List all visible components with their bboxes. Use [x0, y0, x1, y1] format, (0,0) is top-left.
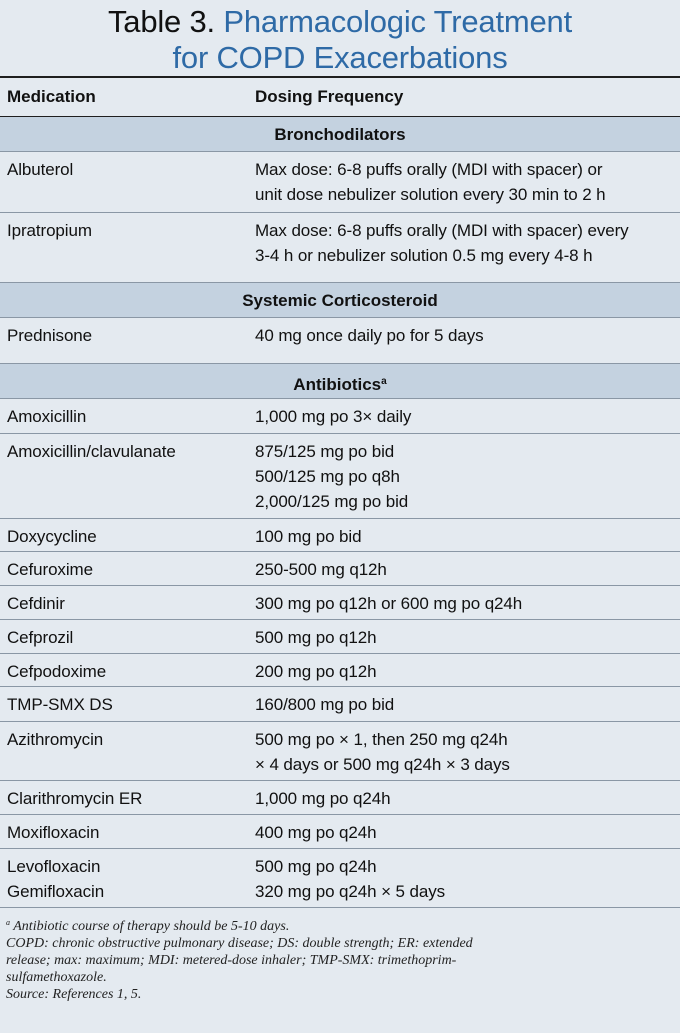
dosing-line: 500 mg po × 1, then 250 mg q24h — [255, 730, 508, 749]
medication-name-line: Gemifloxacin — [7, 882, 105, 901]
abbreviations-line: sulfamethoxazole. — [6, 970, 107, 985]
medication-name: Amoxicillin — [7, 407, 87, 426]
dosing-text — [255, 323, 680, 363]
title-main: Pharmacologic Treatment — [223, 4, 573, 39]
table-row — [0, 620, 680, 654]
table-row — [0, 434, 680, 519]
dosing-line: 500 mg po q24h — [255, 857, 377, 876]
dosing-line: 500/125 mg po q8h — [255, 467, 400, 486]
medication-name: TMP-SMX DS — [7, 695, 113, 714]
dosing-line: Max dose: 6-8 puffs orally (MDI with spacer) every — [255, 221, 629, 240]
table-row — [0, 213, 680, 283]
footnote-marker: a — [381, 376, 387, 387]
medication-name: Doxycycline — [7, 527, 97, 546]
section-antibiotics-label: Antibiotics — [293, 375, 382, 394]
table-row — [0, 152, 680, 213]
dosing-text — [255, 786, 680, 814]
table-row — [0, 815, 680, 849]
section-corticosteroid: Systemic Corticosteroid — [0, 283, 680, 318]
table-row — [0, 586, 680, 620]
header-dosing: Dosing Frequency — [255, 87, 404, 106]
dosing-text — [255, 157, 680, 212]
dosing-line: 1,000 mg po 3× daily — [255, 407, 412, 426]
table-footnotes — [0, 908, 680, 1003]
footnote-a — [6, 914, 674, 935]
medication-name: Albuterol — [7, 160, 74, 179]
dosing-line: 200 mg po q12h — [255, 662, 377, 681]
dosing-line: 320 mg po q24h × 5 days — [255, 882, 446, 901]
table-title — [0, 0, 680, 76]
dosing-line: 875/125 mg po bid — [255, 442, 395, 461]
dosing-text — [255, 439, 680, 518]
medication-name: Cefprozil — [7, 628, 74, 647]
dosing-line: 160/800 mg po bid — [255, 695, 395, 714]
abbreviations-line: release; max: maximum; MDI: metered-dose inhaler; TMP-SMX: trimethoprim- — [6, 953, 457, 968]
medication-name: Clarithromycin ER — [7, 789, 143, 808]
dosing-text — [255, 692, 680, 721]
medication-name: Cefuroxime — [7, 560, 93, 579]
dosing-text — [255, 727, 680, 780]
source-note: Source: References 1, 5. — [6, 987, 142, 1002]
medication-name: Azithromycin — [7, 730, 104, 749]
table-row — [0, 519, 680, 552]
dosing-text — [255, 557, 680, 585]
medication-name — [0, 854, 255, 907]
footnote-marker: a — [6, 918, 10, 927]
table-number: Table 3. — [107, 4, 215, 39]
medication-name: Cefpodoxime — [7, 662, 107, 681]
medication-name: Cefdinir — [7, 594, 65, 613]
section-antibiotics — [0, 364, 680, 399]
table-row — [0, 687, 680, 722]
dosing-text — [255, 820, 680, 848]
dosing-line: unit dose nebulizer solution every 30 min to 2 h — [255, 185, 606, 204]
table-row — [0, 399, 680, 434]
dosing-text — [255, 218, 680, 282]
dosing-text — [255, 404, 680, 433]
title-line-2: for COPD Exacerbations — [172, 40, 508, 75]
table-header — [0, 76, 680, 117]
dosing-text — [255, 524, 680, 551]
dosing-line: 1,000 mg po q24h — [255, 789, 391, 808]
footnote-a-text: Antibiotic course of therapy should be 5-10 days. — [10, 919, 290, 934]
dosing-line: 400 mg po q24h — [255, 823, 377, 842]
section-bronchodilators: Bronchodilators — [0, 117, 680, 152]
dosing-line: × 4 days or 500 mg q24h × 3 days — [255, 755, 510, 774]
table-row — [0, 849, 680, 908]
medication-name-line: Levofloxacin — [7, 857, 101, 876]
dosing-line: 40 mg once daily po for 5 days — [255, 326, 484, 345]
medication-name: Ipratropium — [7, 221, 92, 240]
dosing-line: 500 mg po q12h — [255, 628, 377, 647]
dosing-text — [255, 591, 680, 619]
dosing-line: 300 mg po q12h or 600 mg po q24h — [255, 594, 523, 613]
dosing-text — [255, 625, 680, 653]
dosing-line: 100 mg po bid — [255, 527, 362, 546]
medication-name: Moxifloxacin — [7, 823, 100, 842]
medication-name: Amoxicillin/clavulanate — [7, 442, 176, 461]
table-row — [0, 552, 680, 586]
dosing-line: Max dose: 6-8 puffs orally (MDI with spacer) or — [255, 160, 603, 179]
title-line-1 — [0, 4, 680, 40]
table-row — [0, 318, 680, 364]
abbreviations-line: COPD: chronic obstructive pulmonary disease; DS: double strength; ER: extended — [6, 936, 473, 951]
dosing-line: 250-500 mg q12h — [255, 560, 387, 579]
header-medication: Medication — [7, 87, 96, 106]
dosing-text — [255, 854, 680, 907]
dosing-line: 3-4 h or nebulizer solution 0.5 mg every 4-8 h — [255, 246, 593, 265]
table-row — [0, 781, 680, 815]
table-row — [0, 722, 680, 781]
dosing-text — [255, 659, 680, 686]
medication-name: Prednisone — [7, 326, 93, 345]
table-row — [0, 654, 680, 687]
dosing-line: 2,000/125 mg po bid — [255, 492, 409, 511]
